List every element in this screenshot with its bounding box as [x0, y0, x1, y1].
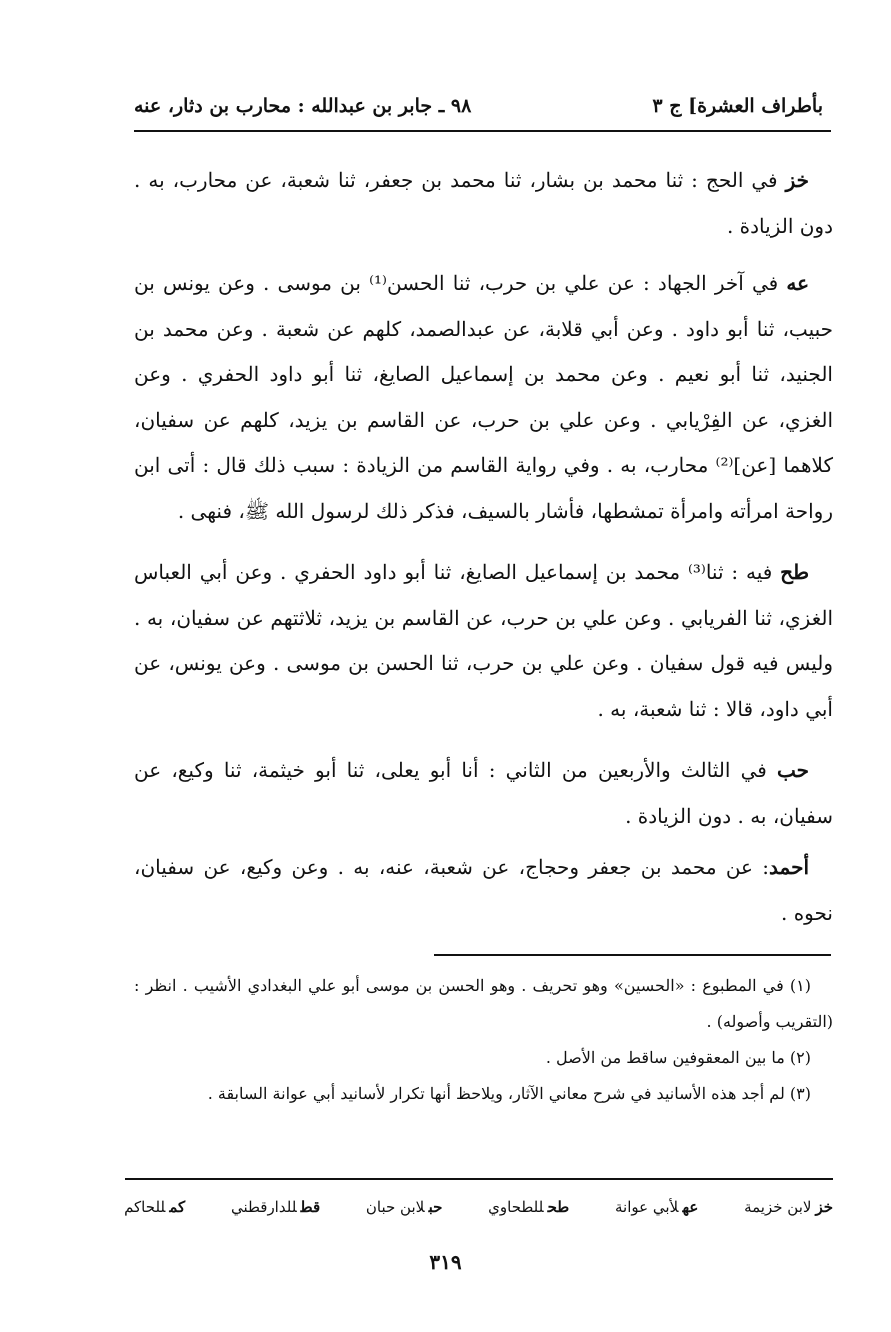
legend-abbr: حب — [428, 1198, 443, 1216]
paragraph-ahmad — [134, 845, 833, 936]
legend-label: للدارقطني — [230, 1198, 297, 1216]
legend-divider — [125, 1178, 833, 1180]
legend-abbr: كم — [169, 1198, 186, 1216]
legend-abbr: خز — [815, 1198, 833, 1216]
paragraph-ibn-khuzayma — [134, 158, 833, 249]
legend-label: لأبي عوانة — [614, 1198, 679, 1216]
paragraph-text: فيه : ثنا⁽³⁾ محمد بن إسماعيل الصايغ، ثنا أبو داود الحفري . وعن أبي العباس الغزي، ثنا الفريابي . وعن علي بن حرب، عن القاسم بن يزيد، ثلاثتهم عن سفيان، به . وليس فيه قول سفيان . وعن علي بن حرب، ثنا الحسن بن موسى . وعن يونس، عن أبي داود، قالا : ثنا شعبة، به . — [134, 560, 833, 721]
legend-item — [488, 1192, 569, 1222]
paragraph-text: في الثالث والأربعين من الثاني : أنا أبو يعلى، ثنا أبو خيثمة، ثنا وكيع، عن سفيان، به . دون الزيادة . — [134, 758, 833, 828]
paragraph-text: : عن محمد بن جعفر وحجاج، عن شعبة، عنه، به . وعن وكيع، عن سفيان، نحوه . — [134, 855, 833, 925]
footnote-2: (٢) ما بين المعقوفين ساقط من الأصل . — [545, 1048, 811, 1067]
abbreviation-legend — [124, 1192, 833, 1222]
source-abbr: خز — [785, 168, 809, 192]
paragraph-ibn-hibban — [134, 748, 833, 839]
header-volume: بأطراف العشرة] ج ٣ — [652, 95, 823, 117]
legend-item — [366, 1192, 443, 1222]
legend-abbr: عه — [682, 1198, 699, 1216]
main-text — [134, 158, 833, 952]
header-section: ٩٨ ـ جابر بن عبدالله : محارب بن دثار، عنه — [134, 95, 472, 117]
legend-item — [124, 1192, 185, 1222]
source-abbr: أحمد — [769, 855, 809, 879]
footnote-divider — [434, 954, 831, 956]
footnote-3: (٣) لم أجد هذه الأسانيد في شرح معاني الآثار، ويلاحظ أنها تكرار لأسانيد أبي عوانة السابقة . — [207, 1084, 811, 1103]
paragraph-tahawi — [134, 550, 833, 732]
legend-item — [615, 1192, 698, 1222]
paragraph-abu-awana — [134, 261, 833, 534]
page-number: ٣١٩ — [429, 1250, 462, 1274]
legend-label: للطحاوي — [488, 1198, 544, 1216]
legend-label: لابن حبان — [365, 1198, 425, 1216]
legend-label: للحاكم — [124, 1198, 166, 1216]
source-abbr: حب — [776, 758, 809, 782]
legend-item — [744, 1192, 833, 1222]
legend-item — [231, 1192, 320, 1222]
footnote-1: (١) في المطبوع : «الحسين» وهو تحريف . وهو الحسن بن موسى أبو علي البغدادي الأشيب . انظر : (التقريب وأصوله) . — [134, 976, 833, 1031]
running-header — [134, 84, 823, 128]
source-abbr: عه — [786, 271, 809, 295]
paragraph-text: في آخر الجهاد : عن علي بن حرب، ثنا الحسن⁽¹⁾ بن موسى . وعن يونس بن حبيب، ثنا أبو داود . وعن أبي قلابة، عن عبدالصمد، كلهم عن شعبة . وعن محمد بن الجنيد، ثنا أبو نعيم . وعن محمد بن إسماعيل الصايغ، ثنا أبو داود الحفري . وعن الغزي، عن الفِرْيابي . وعن علي بن حرب، عن القاسم بن يزيد، كلهم عن سفيان، كلاهما [عن]⁽²⁾ محارب، به . وفي رواية القاسم من الزيادة : سبب ذلك قال : أتى ابن رواحة امرأته وامرأة تمشطها، فأشار بالسيف، فذكر ذلك لرسول الله ﷺ، فنهى . — [134, 271, 833, 523]
paragraph-text: في الحج : ثنا محمد بن بشار، ثنا محمد بن جعفر، ثنا شعبة، عن محارب، به . دون الزيادة . — [134, 168, 833, 238]
legend-label: لابن خزيمة — [744, 1198, 812, 1216]
legend-abbr: قط — [300, 1198, 321, 1216]
header-divider — [134, 130, 831, 132]
source-abbr: طح — [780, 560, 809, 584]
footnotes — [134, 968, 833, 1112]
legend-abbr: طح — [547, 1198, 570, 1216]
